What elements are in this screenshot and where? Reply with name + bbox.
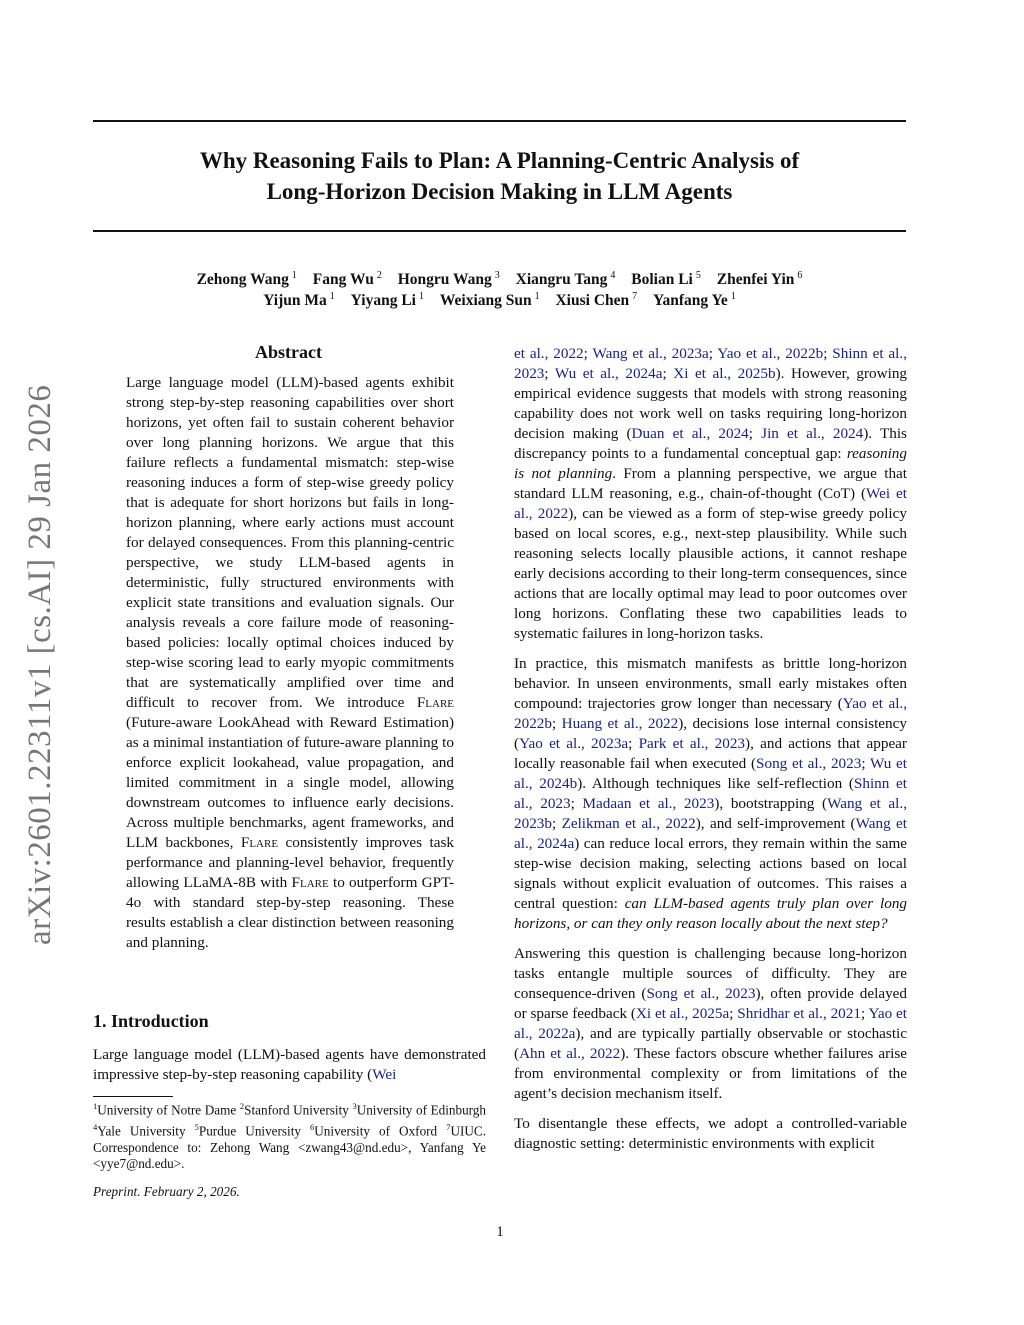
citation-link[interactable]: Yao et al., 2022b xyxy=(717,345,824,362)
title-rule-bottom xyxy=(93,230,906,232)
author: Bolian Li $^5$ xyxy=(631,270,701,289)
citation-link[interactable]: Wu et al., 2024a xyxy=(554,365,663,382)
citation-link[interactable]: Zelikman et al., 2022 xyxy=(561,815,696,832)
author: Hongru Wang $^3$ xyxy=(397,270,500,289)
author: Weixiang Sun $^1$ xyxy=(439,291,540,310)
citation-link[interactable]: Duan et al., 2024 xyxy=(631,425,749,442)
body-text: ; xyxy=(823,345,833,362)
citation-link[interactable]: Song et al., 2023 xyxy=(756,755,862,772)
affiliation-footnote: $^1$University of Notre Dame $^2$Stanford University $^3$University of Edinburgh $^4$Yale University $^5$Purdue University $^6$University of Oxford $^7$UIUC. Correspondence to: Zehong Wang <zwang43@nd.edu>, Yanfang Ye <yye7@nd.edu>. xyxy=(93,1101,486,1172)
citation-link[interactable]: Yao et al., 2022b xyxy=(514,695,908,732)
page-number: 1 xyxy=(496,1224,504,1240)
author: Xiusi Chen $^7$ xyxy=(555,291,638,310)
body-text: ; xyxy=(551,815,562,832)
citation-link[interactable]: Shridhar et al., 2021 xyxy=(737,1005,861,1022)
paragraph xyxy=(514,344,907,644)
citation-link[interactable]: Madaan et al., 2023 xyxy=(582,795,715,812)
emphasis-text: can LLM-based agents truly plan over long horizons, or can they only reason locally about the next step? xyxy=(514,895,908,932)
method-name: Flare xyxy=(291,874,329,891)
body-text: ; xyxy=(583,345,593,362)
author: Zhenfei Yin $^6$ xyxy=(716,270,803,289)
footnote-rule xyxy=(93,1096,173,1097)
body-text: ; xyxy=(628,735,639,752)
citation-link[interactable]: Ahn et al., 2022 xyxy=(519,1045,621,1062)
body-text: ), and are typically partially observable or stochastic ( xyxy=(514,1025,907,1062)
introduction-text: Large language model (LLM)-based agents have demonstrated impressive step-by-step reasoning capability (Wei xyxy=(93,1046,486,1083)
citation-link[interactable]: Yao et al., 2022a xyxy=(514,1005,908,1042)
citation-link[interactable]: Park et al., 2023 xyxy=(638,735,746,752)
title-line-2: Long-Horizon Decision Making in LLM Agents xyxy=(266,179,733,204)
paper-title xyxy=(93,145,906,207)
author: Yijun Ma $^1$ xyxy=(263,291,335,310)
title-line-1: Why Reasoning Fails to Plan: A Planning-Centric Analysis of xyxy=(199,148,800,173)
body-text: ), can be viewed as a form of step-wise greedy policy based on local scores, e.g., next-step plausibility. While such reasoning selects locally plausible actions, it cannot reshape early decisions according to their long-term consequences, since actions that are locally optimal may lead to poor outcomes over long horizons. Conflating these two capabilities leads to systematic failures in long-horizon tasks. xyxy=(514,505,907,642)
body-text: ). However, growing empirical evidence suggests that models with strong reasoning capability does not work well on tasks requiring long-horizon decision making ( xyxy=(514,365,908,442)
body-text: Answering this question is challenging because long-horizon tasks entangle multiple sources of difficulty. They are consequence-driven ( xyxy=(514,945,907,1002)
paragraph xyxy=(514,1114,907,1154)
body-text: ), and self-improvement ( xyxy=(695,815,856,832)
citation-link[interactable]: Wei et al., 2022 xyxy=(514,485,908,522)
body-text: To disentangle these effects, we adopt a controlled-variable diagnostic setting: deterministic environments with explicit xyxy=(514,1115,907,1152)
method-name: Flare xyxy=(416,694,455,711)
citation-link[interactable]: Wang et al., 2023b xyxy=(514,795,907,832)
body-text: ; xyxy=(860,1005,869,1022)
abstract-heading: Abstract xyxy=(255,342,322,362)
body-text: ; xyxy=(748,425,762,442)
arxiv-identifier[interactable]: arXiv:2601.22311v1 [cs.AI] 29 Jan 2026 xyxy=(22,384,58,945)
author: Fang Wu $^2$ xyxy=(312,270,382,289)
body-text: . From a planning perspective, we argue that standard LLM reasoning, e.g., chain-of-thought (CoT) ( xyxy=(514,465,907,502)
emphasis-text: reasoning is not planning xyxy=(514,445,907,482)
body-text: In practice, this mismatch manifests as brittle long-horizon behavior. In unseen environments, small early mistakes often compound: trajectories grow longer than necessary ( xyxy=(514,655,907,712)
citation-link[interactable]: Wang et al., 2024a xyxy=(514,815,907,852)
body-text: ; xyxy=(544,365,555,382)
citation-link[interactable]: Wang et al., 2023a xyxy=(592,345,709,362)
citation-link[interactable]: Huang et al., 2022 xyxy=(561,715,679,732)
method-expansion: Future-aware LookAhead with Reward Estimation xyxy=(131,714,449,731)
body-text: ). Although techniques like self-reflection ( xyxy=(577,775,854,792)
citation-link[interactable]: et al., 2022 xyxy=(514,345,584,362)
author-list-line-2 xyxy=(93,287,906,311)
body-text: ), and actions that appear locally reasonable fail when executed ( xyxy=(514,735,907,772)
citation-link[interactable]: Shinn et al., 2023 xyxy=(514,775,907,812)
preprint-date: Preprint. February 2, 2026. xyxy=(93,1184,240,1199)
right-column-text xyxy=(514,344,907,1164)
author: Xiangru Tang $^4$ xyxy=(515,270,616,289)
body-text: ). This discrepancy points to a fundamental conceptual gap: xyxy=(514,425,907,462)
body-text: ), decisions lose internal consistency ( xyxy=(514,715,907,752)
body-text: ; xyxy=(570,795,583,812)
body-text: ; xyxy=(861,755,870,772)
author: Zehong Wang $^1$ xyxy=(196,270,297,289)
citation-link[interactable]: Xi et al., 2025a xyxy=(635,1005,730,1022)
author: Yiyang Li $^1$ xyxy=(350,291,424,310)
title-rule-top xyxy=(93,120,906,122)
citation-link[interactable]: Shinn et al., 2023 xyxy=(514,345,907,382)
citation-link[interactable]: Wei xyxy=(372,1066,397,1083)
paragraph xyxy=(514,654,907,934)
method-name: Flare xyxy=(240,834,279,851)
section-heading-introduction: 1. Introduction xyxy=(93,1011,209,1031)
body-text: ; xyxy=(729,1005,738,1022)
body-text: ), bootstrapping ( xyxy=(714,795,828,812)
citation-link[interactable]: Jin et al., 2024 xyxy=(761,425,864,442)
citation-link[interactable]: Yao et al., 2023a xyxy=(519,735,629,752)
author: Yanfang Ye $^1$ xyxy=(653,291,736,310)
body-text: ). These factors obscure whether failures arise from environmental complexity or from limitations of the agent’s decision mechanism itself. xyxy=(514,1045,907,1102)
paragraph xyxy=(514,944,907,1104)
body-text: ) can reduce local errors, they remain within the same step-wise decision making, selecting actions based on local signals without explicit evaluation of outcomes. This raises a central question: xyxy=(514,835,908,912)
body-text: ; xyxy=(662,365,674,382)
citation-link[interactable]: Wu et al., 2024b xyxy=(514,755,908,792)
citation-link[interactable]: Song et al., 2023 xyxy=(646,985,756,1002)
body-text: ; xyxy=(708,345,718,362)
abstract-text: Large language model (LLM)-based agents exhibit strong step-by-step reasoning capabilities over short horizons, yet often fail to sustain coherent behavior over long planning horizons. We argue that this failure reflects a fundamental mismatch: step-wise reasoning induces a form of step-wise greedy policy that is adequate for short horizons but fails in long-horizon planning, where early actions must account for delayed consequences. From this planning-centric perspective, we study LLM-based agents in deterministic, fully structured environments with explicit state transitions and evaluation signals. Our analysis reveals a core failure mode of reasoning-based policies: locally optimal choices induced by step-wise scoring lead to early myopic commitments that are systematically amplified over time and difficult to recover from. We introduce Flare (Future-aware LookAhead with Reward Estimation) as a minimal instantiation of future-aware planning to enforce explicit lookahead, value propagation, and limited commitment in a single model, allowing downstream outcomes to influence early decisions. Across multiple benchmarks, agent frameworks, and LLM backbones, Flare consistently improves task performance and planning-level behavior, frequently allowing LLaMA-8B with Flare to outperform GPT-4o with standard step-by-step reasoning. These results establish a clear distinction between reasoning and planning. xyxy=(126,374,455,951)
body-text: ), often provide delayed or sparse feedback ( xyxy=(514,985,907,1022)
citation-link[interactable]: Xi et al., 2025b xyxy=(673,365,776,382)
body-text: ; xyxy=(551,715,562,732)
